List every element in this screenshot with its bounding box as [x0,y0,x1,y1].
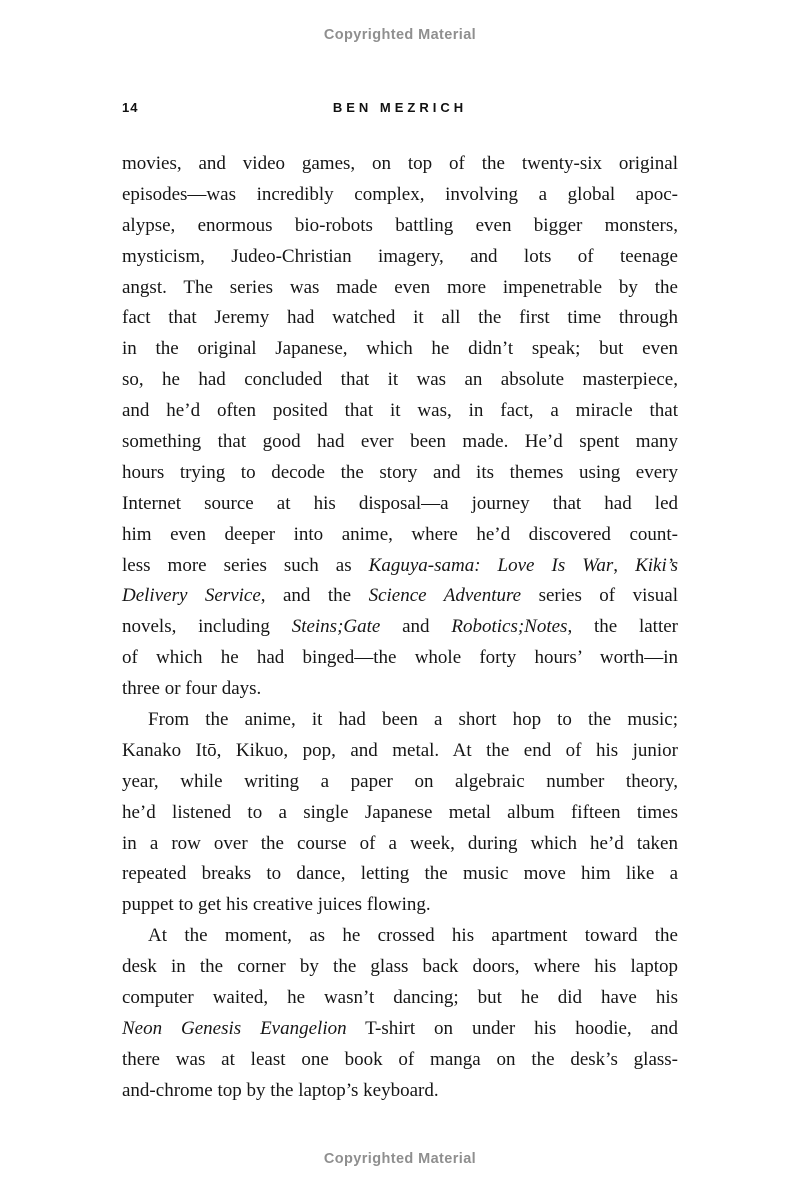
text-line: Kanako Itō, Kikuo, pop, and metal. At the end of his junior [122,739,678,761]
page-header [122,100,678,116]
text-line: and he’d often posited that it was, in fact, a miracle that [122,400,678,422]
paragraph [122,921,678,1106]
text-line: he’d listened to a single Japanese metal album fifteen times [122,801,678,823]
text-line: there was at least one book of manga on the desk’s glass- [122,1048,678,1070]
text-line: in the original Japanese, which he didn’t speak; but even [122,338,678,360]
text-line: of which he had binged—the whole forty hours’ worth—in [122,647,678,669]
text-line: alypse, enormous bio-robots battling even bigger monsters, [122,214,678,236]
text-line: angst. The series was made even more impenetrable by the [122,276,678,298]
text-line: in a row over the course of a week, during which he’d taken [122,832,678,854]
text-line: three or four days. [122,678,262,700]
text-line: novels, including Steins;Gate and Robotics;Notes, the latter [122,616,678,638]
text-line: mysticism, Judeo-Christian imagery, and lots of teenage [122,245,678,267]
copyright-notice-bottom: Copyrighted Material [323,1151,477,1167]
text-line: puppet to get his creative juices flowing. [122,894,431,916]
text-line: At the moment, as he crossed his apartment toward the [148,925,678,947]
text-line: desk in the corner by the glass back doors, where his laptop [122,956,678,978]
text-line: From the anime, it had been a short hop to the music; [148,709,678,731]
paragraph [122,705,678,921]
text-line: movies, and video games, on top of the twenty-six original [122,153,678,174]
text-line: computer waited, he wasn’t dancing; but he did have his [122,987,678,1009]
text-line: episodes—was incredibly complex, involving a global apoc- [122,183,678,205]
copyright-notice-top: Copyrighted Material [323,27,477,43]
text-line: something that good had ever been made. He’d spent many [122,431,678,453]
text-line: and-chrome top by the laptop’s keyboard. [122,1079,439,1101]
text-line: year, while writing a paper on algebraic number theory, [122,770,678,792]
text-line: less more series such as Kaguya-sama: Love Is War, Kiki’s [122,554,678,576]
text-line: Delivery Service, and the Science Adventure series of visual [122,585,678,607]
text-line: repeated breaks to dance, letting the music move him like a [122,863,678,885]
running-header-author: BEN MEZRICH [332,100,468,115]
text-line: Internet source at his disposal—a journey that had led [122,492,678,514]
body-text [122,149,678,1107]
text-line: him even deeper into anime, where he’d discovered count- [122,523,678,545]
page-number: 14 [122,100,139,115]
text-line: fact that Jeremy had watched it all the first time through [122,307,678,329]
text-line: so, he had concluded that it was an absolute masterpiece, [122,369,678,391]
text-line: Neon Genesis Evangelion T-shirt on under his hoodie, and [122,1017,678,1039]
paragraph [122,149,678,705]
text-line: hours trying to decode the story and its themes using every [122,461,678,483]
